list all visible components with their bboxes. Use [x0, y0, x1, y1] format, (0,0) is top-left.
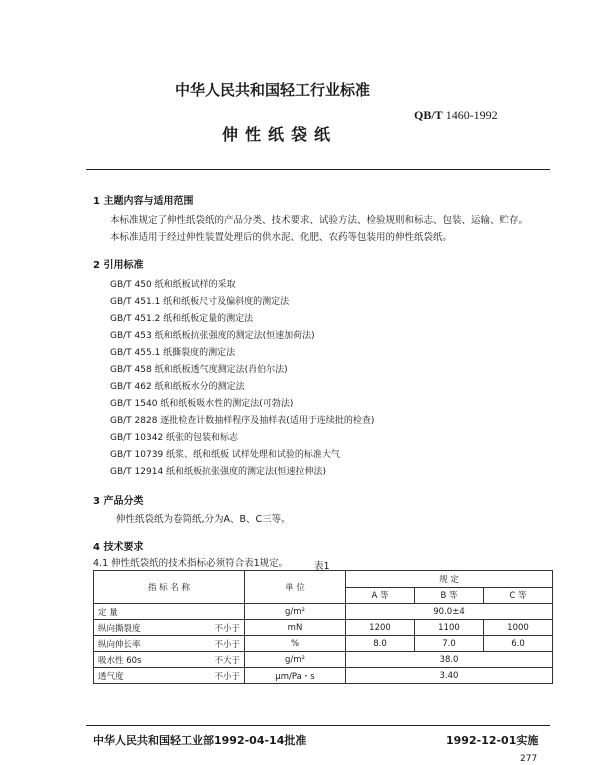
page-number: 277 [520, 754, 538, 764]
reference-item: GB/T 10342 纸张的包装和标志 [110, 433, 239, 443]
row-unit: μm/Pa・s [245, 668, 346, 684]
row-value-c: 1000 [484, 620, 553, 636]
row-value-a: 1200 [346, 620, 415, 636]
row-name: 定 量 [94, 604, 177, 620]
reference-item: GB/T 2828 逐批检查计数抽样程序及抽样表(适用于连续批的检查) [110, 416, 375, 426]
header-specification: 规 定 [346, 571, 553, 588]
standard-number [414, 108, 498, 123]
approval-line: 中华人民共和国轻工业部1992-04-14批准 [93, 734, 307, 747]
table-row [94, 668, 553, 684]
table-row [94, 636, 553, 652]
header-rule [86, 169, 550, 170]
standard-prefix: QB/T [414, 108, 443, 122]
table-row [94, 652, 553, 668]
section-3-para: 伸性纸袋纸为卷筒纸,分为A、B、C三等。 [116, 514, 291, 525]
row-condition [176, 604, 245, 620]
header-grade-a: A 等 [346, 587, 415, 604]
row-value-merged: 90.0±4 [346, 604, 553, 620]
reference-item: GB/T 10739 纸浆、纸和纸板 试样处理和试验的标准大气 [110, 450, 340, 460]
reference-item: GB/T 451.1 纸和纸板尺寸及偏斜度的测定法 [110, 297, 290, 307]
row-condition: 不小于 [176, 620, 245, 636]
header-grade-c: C 等 [484, 587, 553, 604]
clause-4-1: 4.1 伸性纸袋纸的技术指标必须符合表1规定。 [93, 558, 289, 569]
document-title: 伸性纸袋纸 [222, 125, 338, 144]
row-value-merged: 3.40 [346, 668, 553, 684]
row-condition: 不大于 [176, 652, 245, 668]
reference-item: GB/T 458 纸和纸板透气度测定法(肖伯尔法) [110, 365, 288, 375]
spec-table [93, 570, 553, 684]
row-name: 透气度 [94, 668, 177, 684]
row-unit: mN [245, 620, 346, 636]
reference-item: GB/T 451.2 纸和纸板定量的测定法 [110, 314, 254, 324]
header-unit: 单 位 [245, 571, 346, 604]
reference-item: GB/T 12914 纸和纸板抗张强度的测定法(恒速拉伸法) [110, 467, 327, 477]
section-4-heading: 4 技术要求 [93, 542, 144, 553]
footer-rule [86, 725, 550, 726]
reference-item: GB/T 462 纸和纸板水分的测定法 [110, 382, 245, 392]
table-header-row [94, 571, 553, 588]
header-grade-b: B 等 [415, 587, 484, 604]
row-value-merged: 38.0 [346, 652, 553, 668]
row-name: 纵向撕裂度 [94, 620, 177, 636]
reference-item: GB/T 1540 纸和纸板吸水性的测定法(可勃法) [110, 399, 294, 409]
row-condition: 不小于 [176, 668, 245, 684]
section-2-heading: 2 引用标准 [93, 260, 144, 271]
row-name: 纵向伸长率 [94, 636, 177, 652]
implementation-date: 1992-12-01实施 [446, 734, 539, 747]
row-unit: g/m² [245, 604, 346, 620]
row-value-b: 7.0 [415, 636, 484, 652]
row-unit: g/m² [245, 652, 346, 668]
row-value-c: 6.0 [484, 636, 553, 652]
row-unit: % [245, 636, 346, 652]
section-1-para-1: 本标准规定了伸性纸袋纸的产品分类、技术要求、试验方法、检验规则和标志、包装、运输、贮存。 [110, 215, 529, 226]
row-name: 吸水性 60s [94, 652, 177, 668]
section-3-heading: 3 产品分类 [93, 496, 144, 507]
org-title: 中华人民共和国轻工行业标准 [175, 81, 371, 99]
table-row [94, 604, 553, 620]
row-condition: 不小于 [176, 636, 245, 652]
table-caption: 表1 [314, 561, 330, 572]
reference-item: GB/T 455.1 纸撕裂度的测定法 [110, 348, 236, 358]
reference-item: GB/T 450 纸和纸板试样的采取 [110, 280, 236, 290]
header-item-name: 指 标 名 称 [94, 571, 245, 604]
standard-code: 1460-1992 [445, 108, 498, 122]
row-value-b: 1100 [415, 620, 484, 636]
reference-item: GB/T 453 纸和纸板抗张强度的测定法(恒速加荷法) [110, 331, 315, 341]
section-1-heading: 1 主题内容与适用范围 [93, 196, 194, 207]
section-1-para-2: 本标准适用于经过伸性装置处理后的供水泥、化肥、农药等包装用的伸性纸袋纸。 [110, 232, 453, 243]
table-row [94, 620, 553, 636]
row-value-a: 8.0 [346, 636, 415, 652]
